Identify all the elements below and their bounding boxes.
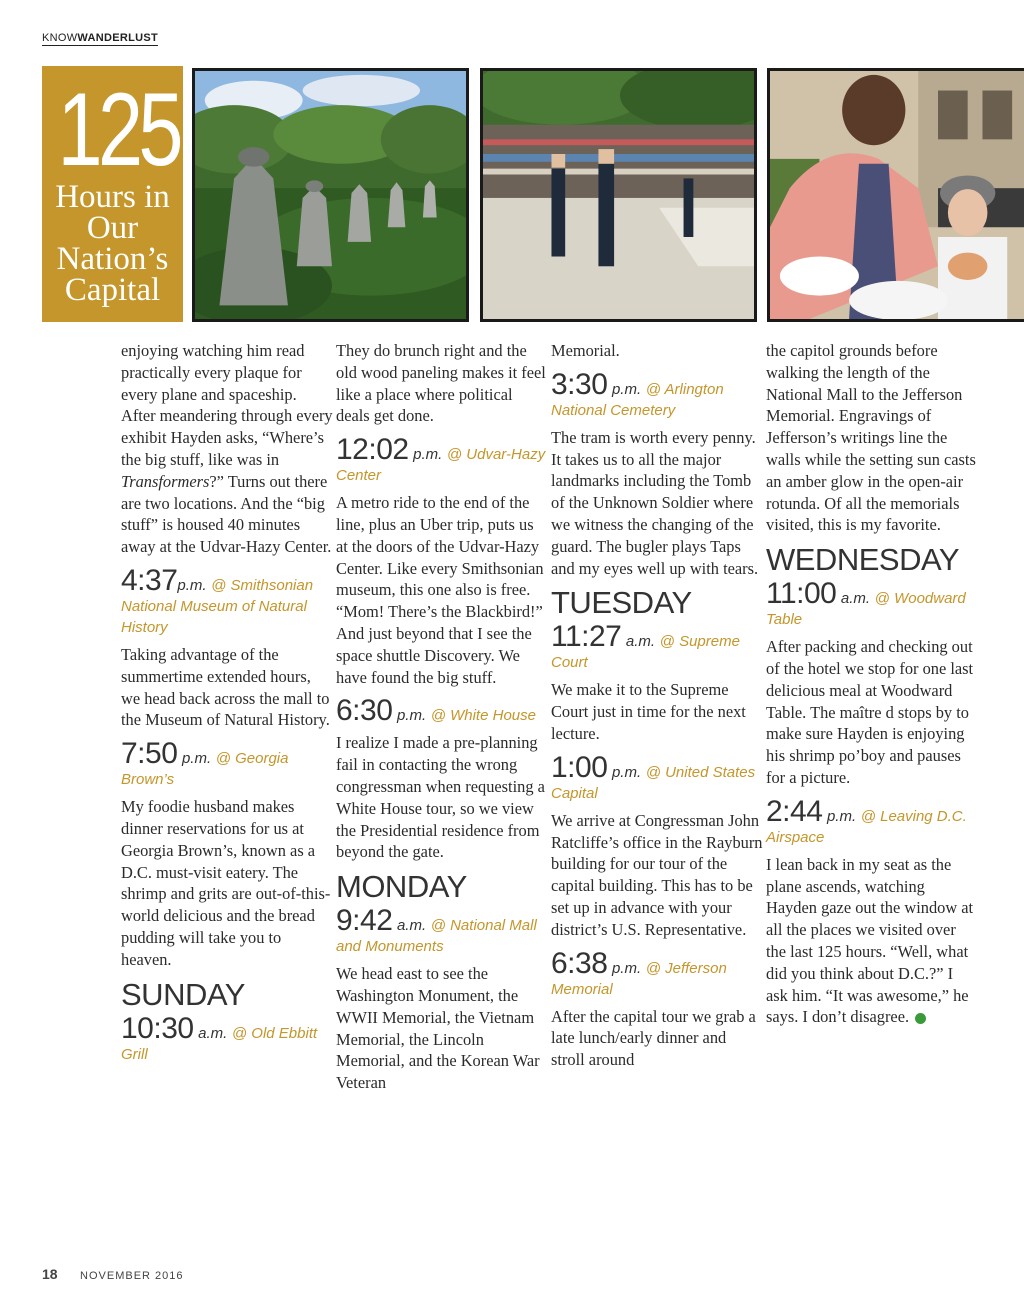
paragraph-text: enjoying watching him read practically every plaque for every plane and spaceship. After meandering through every exhibit Hayden asks, “Where’s the big stuff, like was in [121,341,333,469]
location-label: @ Udvar-Hazy Center [336,446,546,485]
timestamp-heading [551,367,763,421]
time-value: 6:30 [336,694,393,728]
paragraph: We make it to the Supreme Court just in time for the next lecture. [551,680,746,743]
day-heading: SUNDAY [121,976,245,1012]
paragraph-text: I lean back in my seat as the plane ascends, watching Hayden gaze out the window at all the places we visited over the last 125 hours. “Well, what did you think about D.C.?” I ask him. “It was awesome,” he says. I don’t disagree. [766,854,974,1027]
ampm: a.m. [396,917,427,935]
timestamp-heading [551,750,763,804]
article-column-3 [551,340,763,1079]
timestamp-heading [766,794,978,848]
timestamp-heading [121,1011,333,1065]
timestamp-heading [121,563,333,638]
issue-date: NOVEMBER 2016 [80,1270,184,1282]
ampm: a.m. [198,1024,228,1042]
time-value: 9:42 [336,904,393,938]
emphasis-text: Transformers [121,471,210,491]
photo-changing-of-guard [480,68,757,322]
paragraph: Memorial. [551,341,620,360]
time-value: 2:44 [766,794,823,828]
ampm: a.m. [840,590,871,608]
paragraph: We head east to see the Washington Monument, the WWII Memorial, the Vietnam Memorial, the Lincoln Memorial, and the Korean War Veteran [336,964,540,1093]
time-value: 10:30 [121,1011,194,1045]
section-header [42,32,158,46]
timestamp-heading [121,739,333,790]
location-label: @ National Mall and Monuments [336,917,537,956]
ampm: p.m. [611,380,642,398]
paragraph [121,340,333,558]
paragraph: After packing and checking out of the hotel we stop for one last delicious meal at Woodward Table. The maître d stops by to make sure Hayden is enjoying his shrimp po’boy and pauses for a picture. [766,637,974,787]
paragraph: A metro ride to the end of the line, plus an Uber trip, puts us at the doors of the Udvar-Hazy Center. Like every Smithsonian museum, this one also is free. “Mom! There’s the Blackbird!” And just beyond that I see the space shuttle Discovery. We have found the big stuff. [336,493,544,687]
time-value: 1:00 [551,750,608,784]
location-label: @ Supreme Court [551,633,740,672]
location-label: @ White House [430,707,536,725]
ampm: p.m. [413,446,443,464]
day-heading: MONDAY [336,869,467,905]
end-of-article-logo-icon [915,1013,926,1024]
paragraph: We arrive at Congressman John Ratcliffe’s office in the Rayburn building for our tour of the capital building. This has to be set up in advance with your district’s U.S. Representative. [551,810,763,939]
paragraph: My foodie husband makes dinner reservations for us at Georgia Brown’s, known as a D.C. must-visit eatery. The shrimp and grits are out-of-this-world delicious and the bread pudding will take you to heaven. [121,797,331,969]
article-column-4 [766,340,978,1036]
article-column-1 [121,340,333,1071]
paragraph: The tram is worth every penny. It takes us to all the major landmarks including the Tomb of the Unknown Soldier where we witness the changing of the guard. The bugler plays Taps and my eyes well up with tears. [551,427,759,578]
ampm: p.m. [611,763,642,781]
location-label: @ Jefferson Memorial [551,959,727,998]
paragraph: Taking advantage of the summertime extended hours, we head back across the mall to the Museum of Natural History. [121,644,330,730]
location-label: @ Georgia Brown’s [121,750,289,789]
ampm: p.m. [396,707,427,725]
time-value: 3:30 [551,367,608,401]
ampm: p.m. [826,807,857,825]
time-value: 6:38 [551,946,608,980]
time-value: 7:50 [121,737,178,771]
timestamp-heading [336,696,548,726]
ampm: p.m. [177,576,207,594]
location-label: @ Woodward Table [766,590,966,629]
paragraph: They do brunch right and the old wood paneling makes it feel like a place where political deals get done. [336,341,546,426]
section-header-know: KNOW [42,32,78,44]
paragraph-text: ?” Turns out there are two locations. And the “big stuff” is housed 40 minutes away at the Udvar-Hazy Center. [121,471,332,557]
title-words: Hours in Our Nation’s Capital [55,179,170,308]
timestamp-heading [551,622,763,673]
page-footer [42,1266,184,1284]
page-number: 18 [42,1266,58,1282]
timestamp-heading [336,906,548,957]
timestamp-heading [551,946,763,1000]
day-heading: TUESDAY [551,585,692,621]
section-header-wanderlust: WANDERLUST [77,32,159,44]
time-value: 11:27 [551,620,622,654]
title-number: 125 [57,72,179,188]
location-label: @ United States Capital [551,763,756,802]
article-column-2 [336,340,548,1102]
time-value: 4:37 [121,563,178,597]
title-block [42,66,183,322]
photo-woodward-table [767,68,1024,322]
location-label: @ Arlington National Cemetery [551,380,724,419]
ampm: p.m. [181,750,212,768]
ampm: p.m. [611,959,642,977]
time-value: 12:02 [336,433,409,467]
paragraph: I realize I made a pre-planning fail in contacting the wrong congressman when requesting a White House tour, so we view the Presidential residence from beyond the gate. [336,733,545,862]
paragraph: the capitol grounds before walking the length of the National Mall to the Jefferson Memorial. Engravings of Jefferson’s writings line the walls while the setting sun casts an amber glow in the open-air rotunda. Of all the memorials visited, this is my favorite. [766,341,976,535]
location-label: @ Old Ebbitt Grill [121,1024,318,1063]
photo-korean-war-memorial [192,68,469,322]
location-label: @ Smithsonian National Museum of Natural History [121,576,314,636]
timestamp-heading [766,579,978,630]
paragraph [766,854,978,1028]
time-value: 11:00 [766,577,837,611]
timestamp-heading [336,435,548,486]
day-heading: WEDNESDAY [766,542,960,578]
ampm: a.m. [625,633,656,651]
location-label: @ Leaving D.C. Airspace [766,807,967,846]
paragraph: After the capital tour we grab a late lunch/early dinner and stroll around [551,1006,756,1070]
